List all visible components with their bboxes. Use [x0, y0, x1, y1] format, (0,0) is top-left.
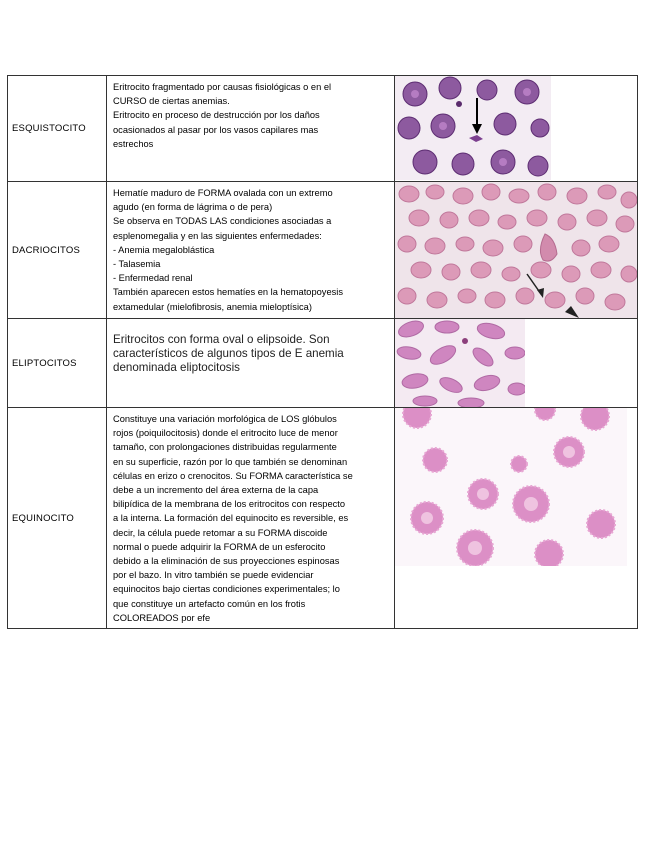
- table-row: [8, 182, 638, 319]
- cell-description: Eritrocitos con forma oval o elipsoide. Son característicos de algunos tipos de E anemia denominada eliptocitosis: [107, 319, 395, 408]
- cell-type-name: ESQUISTOCITO: [8, 76, 107, 182]
- cell-description: Constituye una variación morfológica de LOS glóbulos rojos (poiquilocitosis) donde el eritrocito luce de menor tamaño, con prolongaciones distribuidas regularmente en su superficie, razón por lo que también se denominan células en erizo o crenocitos. Su FORMA característica se debe a un incremento del área externa de la capa bilipídica de la membrana de los eritrocitos con respecto a la interna. La formación del equinocito es reversible, es decir, la célula puede retomar a su FORMA discoide normal o puede adquirir la FORMA de un esferocito debido a la eliminación de sus proyecciones espinosas por el bazo. In vitro también se puede evidenciar equinocitos bajo ciertas condiciones experimentales; lo que constituye un artefacto común en los frotis COLOREADOS por efe: [107, 408, 395, 629]
- micrograph-cell: [395, 76, 638, 182]
- micrograph-cell: [395, 319, 638, 408]
- schistocyte-micrograph-icon: [395, 76, 551, 180]
- echinocyte-micrograph-icon: [395, 408, 627, 566]
- micrograph-cell: [395, 182, 638, 319]
- cell-type-name: EQUINOCITO: [8, 408, 107, 629]
- elliptocyte-micrograph-icon: [395, 319, 525, 407]
- dacrocyte-micrograph-icon: [395, 182, 637, 318]
- table-row: [8, 408, 638, 629]
- table-row: [8, 76, 638, 182]
- micrograph-cell: [395, 408, 638, 629]
- cell-description: Hematíe maduro de FORMA ovalada con un extremo agudo (en forma de lágrima o de pera) Se observa en TODAS LAS condiciones asociadas a esplenomegalia y en las siguientes enfermedades: - Anemia megaloblástica - Talasemia - Enfermedad renal También aparecen estos hematíes en la hematopoyesis extamedular (mielofibrosis, anemia mieloptísica): [107, 182, 395, 319]
- cell-type-name: DACRIOCITOS: [8, 182, 107, 319]
- cell-type-name: ELIPTOCITOS: [8, 319, 107, 408]
- morphology-table: [7, 75, 638, 629]
- cell-description: Eritrocito fragmentado por causas fisiológicas o en el CURSO de ciertas anemias. Eritrocito en proceso de destrucción por los daños ocasionados al pasar por los vasos capilares mas estrechos: [107, 76, 395, 182]
- table-row: [8, 319, 638, 408]
